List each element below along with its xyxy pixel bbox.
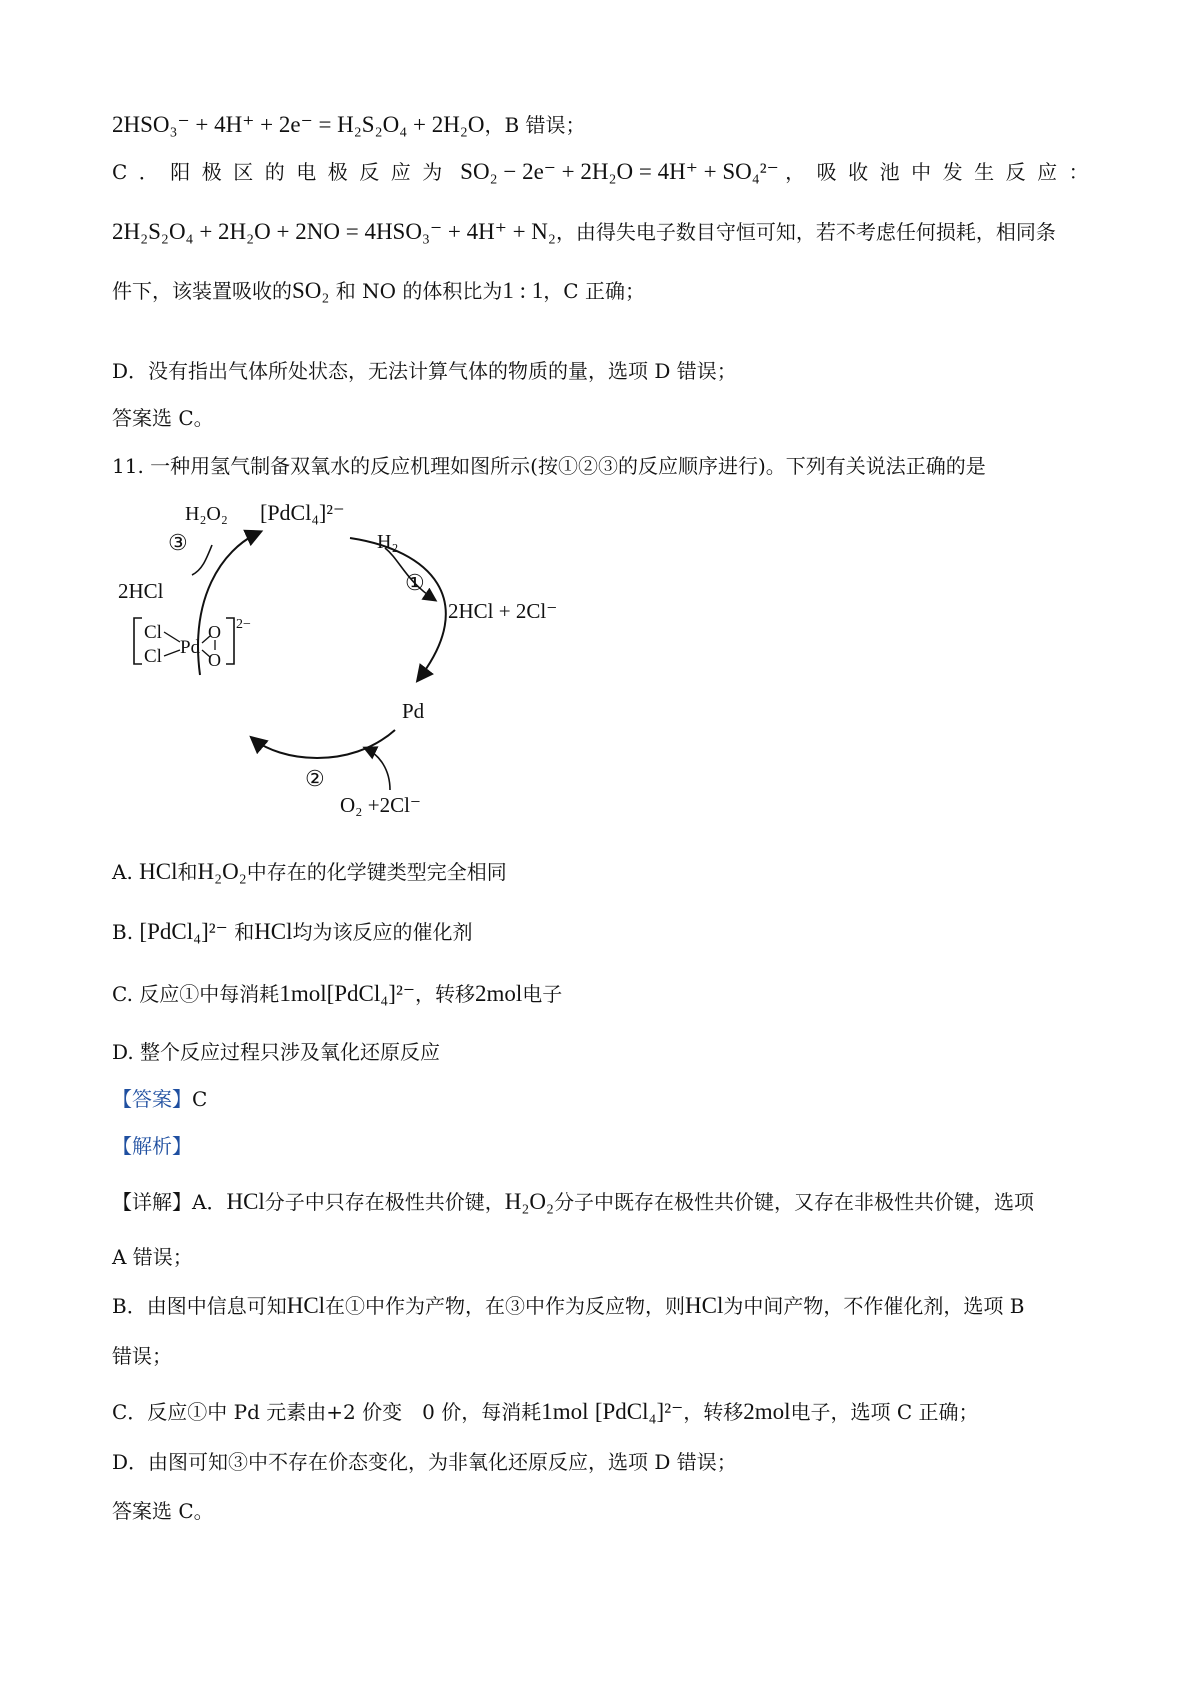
detail-line-7 (112, 1497, 1110, 1525)
text-fragment: ，C 正确； (543, 279, 645, 303)
text-fragment: ，转移 (415, 982, 475, 1006)
answer-label: 【答案】 (112, 1087, 192, 1111)
option-b (112, 918, 1110, 946)
label-step3: ③ (168, 530, 188, 555)
formula-pdcl4: [PdCl₄]²⁻ (326, 981, 415, 1006)
label-h2: H₂ (377, 531, 399, 553)
detail-line-3 (112, 1292, 1110, 1320)
text-fragment: D．没有指出气体所处状态，无法计算气体的物质的量，选项 D 错误； (112, 359, 737, 383)
formula-h2o2: H₂O₂ (197, 859, 247, 884)
complex-cl-top: Cl (144, 622, 162, 643)
detail-line-4 (112, 1342, 1110, 1370)
option-a (112, 858, 1110, 886)
text-fragment: 在①中作为产物，在③中作为反应物，则 (325, 1294, 686, 1318)
label-h2o2: H₂O₂ (185, 503, 228, 525)
option-a-prefix: A. (112, 860, 133, 884)
text-fragment: 和 NO 的体积比为 (335, 279, 503, 303)
text-line-4 (112, 277, 1110, 305)
answer-value: C (192, 1087, 208, 1111)
amount-1mol: 1mol (279, 981, 327, 1006)
detail-line-6 (112, 1448, 1110, 1476)
amount-1mol: 1mol (541, 1399, 589, 1424)
option-b-prefix: B. (112, 920, 134, 944)
complex-right-bracket (226, 618, 234, 664)
detail-line-1 (112, 1188, 1110, 1216)
formula-hcl: HCl (254, 919, 293, 944)
text-fragment: D．由图可知③中不存在价态变化，为非氧化还原反应，选项 D 错误； (112, 1450, 737, 1474)
text-fragment: ，吸收池中发生反应： (785, 160, 1101, 184)
label-pd: Pd (402, 699, 425, 723)
label-step2: ② (305, 766, 325, 791)
text-fragment: 分子中只存在极性共价键， (264, 1190, 505, 1214)
text-fragment: 中存在的化学键类型完全相同 (246, 860, 507, 884)
detail-line-2 (112, 1243, 1110, 1271)
question-text: 11. 一种用氢气制备双氧水的反应机理如图所示(按①②③的反应顺序进行)。下列有关说法正确的是 (112, 454, 986, 478)
text-line-1 (112, 111, 1110, 139)
label-step1-products: 2HCl + 2Cl⁻ (448, 599, 558, 623)
label-step1: ① (405, 570, 425, 595)
text-fragment: B．由图中信息可知 (112, 1294, 287, 1318)
equation-absorption-reaction: 2H₂S₂O₄ + 2H₂O + 2NO = 4HSO₃⁻ + 4H⁺ + N₂ (112, 219, 556, 244)
formula-hcl: HCl (226, 1189, 265, 1214)
equation-anode-reaction: SO₂ − 2e⁻ + 2H₂O = 4H⁺ + SO₄²⁻ (460, 159, 779, 184)
text-fragment: ，转移 (683, 1400, 744, 1424)
text-fragment: ，由得失电子数目守恒可知，若不考虑任何损耗，相同条 (555, 220, 1056, 244)
text-line-5 (112, 357, 1110, 385)
complex-o-bottom: O (208, 650, 221, 670)
formula-so2: SO₂ (292, 278, 330, 303)
text-line-6 (112, 404, 1110, 432)
cycle-arc-step1 (350, 538, 446, 680)
complex-left-bracket (134, 618, 142, 664)
text-fragment: 电子，选项 C 正确； (790, 1400, 979, 1424)
label-step3-reactant: 2HCl (118, 579, 164, 603)
analysis-label: 【解析】 (112, 1134, 192, 1158)
text-fragment: C．阳极区的电极反应为 (112, 160, 454, 184)
equation-hso3-reduction: 2HSO₃⁻ + 4H⁺ + 2e⁻ = H₂S₂O₄ + 2H₂O (112, 112, 485, 137)
amount-2mol: 2mol (475, 981, 523, 1006)
detail-line-5 (112, 1398, 1110, 1426)
formula-pdcl4: [PdCl₄]²⁻ (594, 1399, 684, 1424)
option-d (112, 1038, 1110, 1066)
text-fragment: C. 反应①中每消耗 (112, 982, 280, 1006)
ratio-value: 1 : 1 (502, 278, 544, 303)
amount-2mol: 2mol (743, 1399, 791, 1424)
formula-h2o2: H₂O₂ (504, 1189, 555, 1214)
peroxo-pd-complex (134, 617, 251, 670)
o2-input-arrow (365, 748, 390, 790)
text-fragment: 错误； (112, 1344, 172, 1368)
label-step2-reactants: O₂ +2Cl⁻ (340, 793, 422, 817)
hcl-input-arrow (192, 545, 212, 575)
answer-line (112, 1085, 1110, 1113)
text-fragment: A 错误； (112, 1245, 193, 1269)
text-fragment: 和 (177, 860, 198, 884)
reaction-mechanism-diagram (100, 490, 620, 820)
complex-charge: 2− (236, 617, 251, 632)
text-line-3 (112, 218, 1110, 246)
label-pdcl4-complex: [PdCl₄]²⁻ (260, 500, 345, 525)
text-fragment: C．反应①中 Pd 元素由+2 价变 0 价，每消耗 (112, 1400, 542, 1424)
text-fragment: 答案选 C。 (112, 1499, 214, 1523)
detail-label: 【详解】 (112, 1190, 192, 1214)
text-fragment: A． (192, 1190, 227, 1214)
text-fragment: 均为该反应的催化剂 (292, 920, 473, 944)
option-c (112, 980, 1110, 1008)
formula-pdcl4: [PdCl₄]²⁻ (139, 919, 228, 944)
question-11-stem (112, 452, 1110, 480)
complex-o-top: O (208, 622, 221, 642)
text-fragment: 分子中既存在极性共价键，又存在非极性共价键，选项 (554, 1190, 1035, 1214)
analysis-line (112, 1132, 1110, 1160)
text-line-2 (112, 158, 1110, 186)
text-fragment: D. 整个反应过程只涉及氧化还原反应 (112, 1040, 441, 1064)
complex-pd: Pd (180, 637, 201, 658)
text-fragment: 为中间产物，不作催化剂，选项 B (723, 1294, 1025, 1318)
formula-hcl: HCl (139, 859, 178, 884)
formula-hcl: HCl (685, 1293, 724, 1318)
formula-hcl: HCl (286, 1293, 326, 1318)
text-fragment: 电子 (522, 982, 563, 1006)
complex-cl-bottom: Cl (144, 646, 162, 667)
text-fragment: 和 (234, 920, 255, 944)
text-fragment: ，B 错误； (484, 113, 586, 137)
text-fragment: 件下，该装置吸收的 (112, 279, 292, 303)
text-fragment: 答案选 C。 (112, 406, 214, 430)
